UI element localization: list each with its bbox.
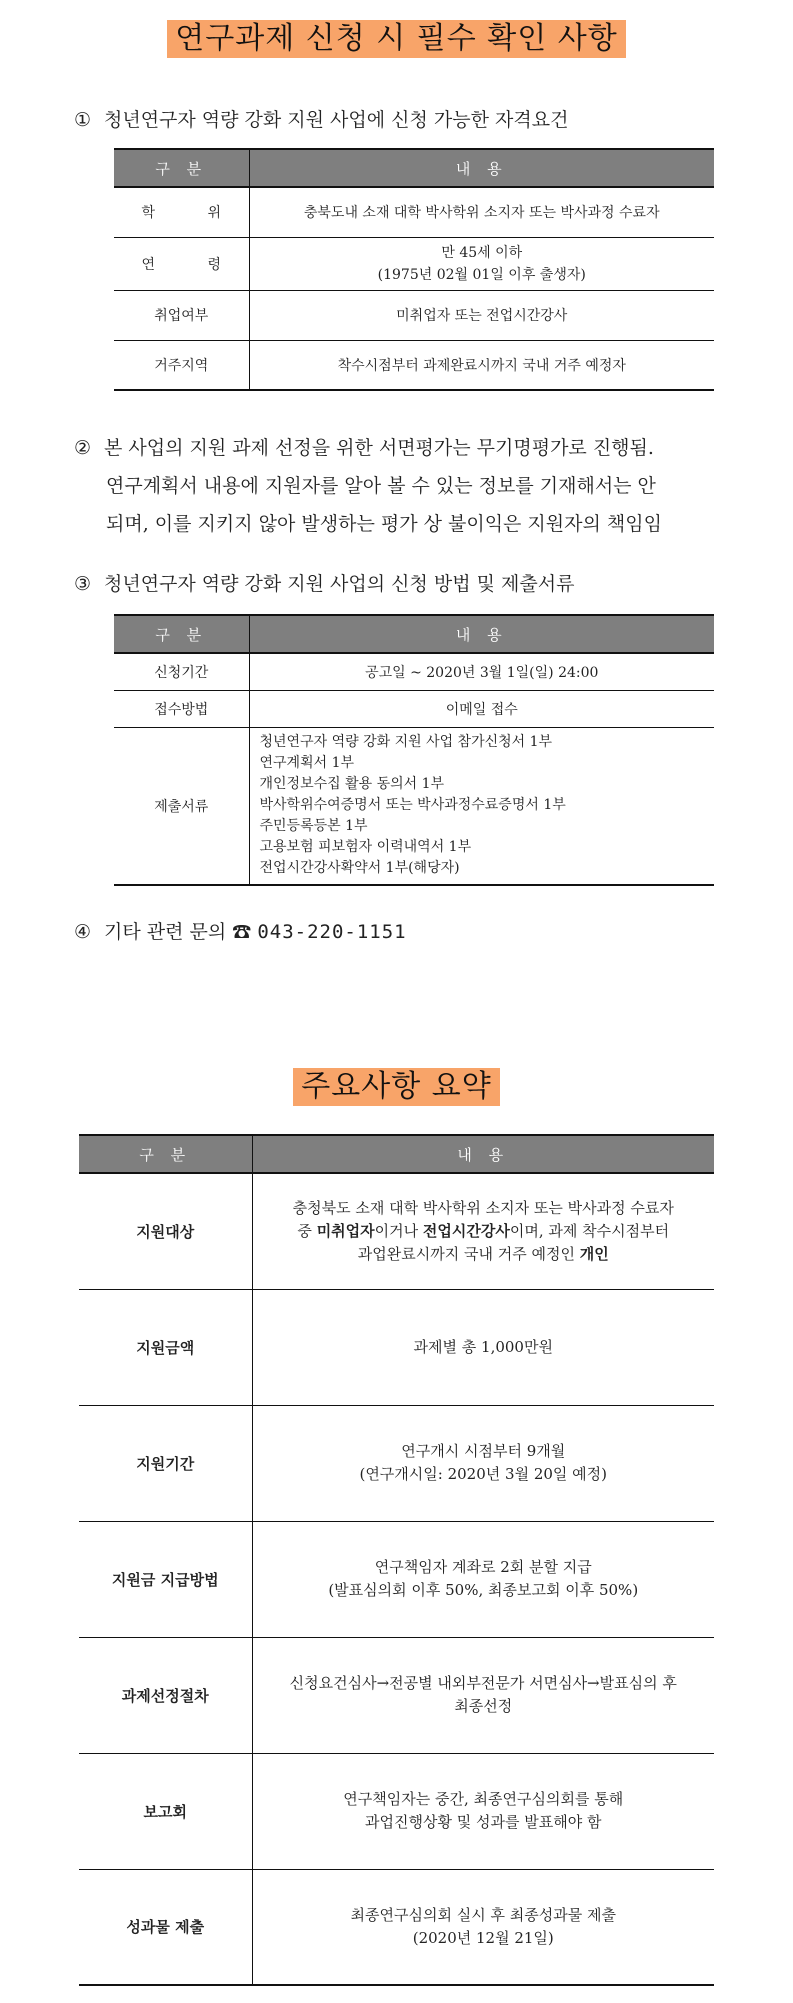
- row-value-line: [254, 1463, 714, 1486]
- item-contact: [74, 919, 407, 945]
- text-segment: 최종연구심의회 실시 후 최종성과물 제출: [350, 1905, 616, 1924]
- phone-number[interactable]: 043-220-1151: [257, 921, 407, 943]
- text-segment: (연구개시일: 2020년 3월 20일 예정): [359, 1465, 608, 1483]
- table-row: [79, 1405, 714, 1521]
- row-value-line: [254, 1695, 714, 1718]
- row-value-line: [254, 1197, 714, 1220]
- row-value: [252, 1753, 714, 1869]
- text-segment: 과업완료시까지 국내 거주 예정인: [357, 1244, 580, 1263]
- text-segment: 과제별 총 1,000만원: [413, 1337, 553, 1356]
- row-value-line: [254, 1440, 714, 1463]
- eligibility-table: [114, 148, 714, 391]
- row-label: 제출서류: [114, 727, 249, 885]
- row-value: 충북도내 소재 대학 박사학위 소지자 또는 박사과정 수료자: [249, 187, 714, 237]
- text-segment: 과업진행상황 및 성과를 발표해야 함: [365, 1813, 602, 1831]
- table-row: [114, 690, 714, 727]
- document-item: 전업시간강사확약서 1부(해당자): [259, 860, 460, 877]
- para-line: 되며, 이를 지키지 않아 발생하는 평가 상 불이익은 지원자의 책임임: [106, 513, 662, 535]
- row-value-line: [254, 1788, 714, 1811]
- table-row: [79, 1637, 714, 1753]
- row-value: 이메일 접수: [249, 690, 714, 727]
- text-segment: 최종선정: [454, 1697, 513, 1715]
- text-segment: 충청북도 소재 대학 박사학위 소지자 또는 박사과정 수료자: [292, 1198, 674, 1217]
- row-label: 지원금액: [79, 1289, 252, 1405]
- row-value-line: [254, 1672, 714, 1695]
- document-list: [249, 727, 714, 885]
- row-value-line: [254, 1220, 714, 1243]
- table-row: [114, 290, 714, 340]
- text-segment: (2020년 12월 21일): [412, 1928, 554, 1947]
- summary-table-body: [79, 1173, 714, 1985]
- application-table: [114, 614, 714, 886]
- row-label: 연 령: [141, 256, 245, 273]
- header-category: 구 분: [79, 1135, 252, 1173]
- row-value: 공고일 ~ 2020년 3월 1일(일) 24:00: [249, 653, 714, 690]
- row-label: 접수방법: [114, 690, 249, 727]
- table-row: [79, 1869, 714, 1985]
- header-category: 구 분: [114, 615, 249, 653]
- row-value: [252, 1405, 714, 1521]
- emphasis-text: 미취업자: [316, 1221, 375, 1240]
- section-title-summary: 주요사항 요약: [293, 1068, 499, 1106]
- item-text: 기타 관련 문의: [104, 921, 227, 943]
- document-item: 연구계획서 1부: [259, 755, 355, 772]
- header-category: 구 분: [114, 149, 249, 187]
- item-eligibility: [74, 107, 568, 133]
- text-segment: 중: [297, 1221, 317, 1240]
- table-header-row: [114, 615, 714, 653]
- section-title-wrap: [0, 20, 793, 58]
- row-value: [252, 1637, 714, 1753]
- table-row: [79, 1289, 714, 1405]
- row-label: 학 위: [141, 205, 245, 222]
- table-row: [79, 1753, 714, 1869]
- row-value-line: [254, 1811, 714, 1834]
- row-label: 지원대상: [79, 1173, 252, 1289]
- summary-table: [79, 1134, 714, 1986]
- row-value-line: 만 45세 이하: [441, 244, 523, 261]
- row-value-line: [254, 1904, 714, 1927]
- item-anonymous-evaluation: [74, 429, 714, 543]
- emphasis-text: 개인: [579, 1244, 609, 1263]
- section-title-requirements: 연구과제 신청 시 필수 확인 사항: [167, 20, 625, 58]
- header-content: 내 용: [249, 615, 714, 653]
- row-value: [252, 1521, 714, 1637]
- item-number: ④: [74, 921, 92, 943]
- item-application-method: [74, 571, 574, 597]
- row-value-line: [254, 1927, 714, 1950]
- row-label: 지원기간: [79, 1405, 252, 1521]
- header-content: 내 용: [249, 149, 714, 187]
- emphasis-text: 전업시간강사: [422, 1221, 510, 1240]
- text-segment: 이거나: [374, 1221, 423, 1240]
- document-item: 박사학위수여증명서 또는 박사과정수료증명서 1부: [259, 797, 566, 814]
- table-row: [114, 340, 714, 390]
- row-value-line: [254, 1556, 714, 1579]
- row-label: 거주지역: [114, 340, 249, 390]
- row-value-line: [254, 1243, 714, 1266]
- section-title-wrap: [0, 1068, 793, 1106]
- document-item: 주민등록등본 1부: [259, 818, 368, 835]
- table-row: [114, 237, 714, 290]
- row-label: 취업여부: [114, 290, 249, 340]
- row-label: 성과물 제출: [79, 1869, 252, 1985]
- row-label: 신청기간: [114, 653, 249, 690]
- item-number: ②: [74, 437, 92, 459]
- row-value: [252, 1173, 714, 1289]
- text-segment: 연구책임자 계좌로 2회 분할 지급: [374, 1558, 592, 1576]
- text-segment: (발표심의회 이후 50%, 최종보고회 이후 50%): [328, 1581, 639, 1599]
- document-item: 개인정보수집 활용 동의서 1부: [259, 776, 445, 793]
- header-content: 내 용: [252, 1135, 714, 1173]
- table-row: [79, 1521, 714, 1637]
- table-row: [79, 1173, 714, 1289]
- text-segment: 연구책임자는 중간, 최종연구심의회를 통해: [343, 1790, 624, 1808]
- table-row: [114, 187, 714, 237]
- para-line: 연구계획서 내용에 지원자를 알아 볼 수 있는 정보를 기재해서는 안: [106, 475, 656, 497]
- row-value-line: [254, 1579, 714, 1602]
- document-item: 청년연구자 역량 강화 지원 사업 참가신청서 1부: [259, 734, 553, 751]
- row-value: 미취업자 또는 전업시간강사: [249, 290, 714, 340]
- row-value: [252, 1869, 714, 1985]
- text-segment: 이며, 과제 착수시점부터: [509, 1221, 670, 1240]
- item-text: 청년연구자 역량 강화 지원 사업에 신청 가능한 자격요건: [104, 109, 569, 131]
- row-value: [252, 1289, 714, 1405]
- para-line: 본 사업의 지원 과제 선정을 위한 서면평가는 무기명평가로 진행됨.: [104, 437, 654, 459]
- row-value: [249, 237, 714, 290]
- document-item: 고용보험 피보험자 이력내역서 1부: [259, 839, 472, 856]
- row-label: 보고회: [79, 1753, 252, 1869]
- table-row: [114, 727, 714, 885]
- table-header-row: [114, 149, 714, 187]
- text-segment: 신청요건심사→전공별 내외부전문가 서면심사→발표심의 후: [289, 1674, 677, 1692]
- table-header-row: [79, 1135, 714, 1173]
- row-label: 과제선정절차: [79, 1637, 252, 1753]
- phone-icon: ☎: [232, 921, 252, 943]
- row-label: 지원금 지급방법: [79, 1521, 252, 1637]
- row-value-line: (1975년 02월 01일 이후 출생자): [377, 266, 586, 283]
- row-value-line: [254, 1336, 714, 1359]
- table-row: [114, 653, 714, 690]
- text-segment: 연구개시 시점부터 9개월: [401, 1442, 566, 1460]
- row-value: 착수시점부터 과제완료시까지 국내 거주 예정자: [249, 340, 714, 390]
- item-number: ①: [74, 109, 92, 131]
- item-number: ③: [74, 573, 92, 595]
- item-text: 청년연구자 역량 강화 지원 사업의 신청 방법 및 제출서류: [104, 573, 575, 595]
